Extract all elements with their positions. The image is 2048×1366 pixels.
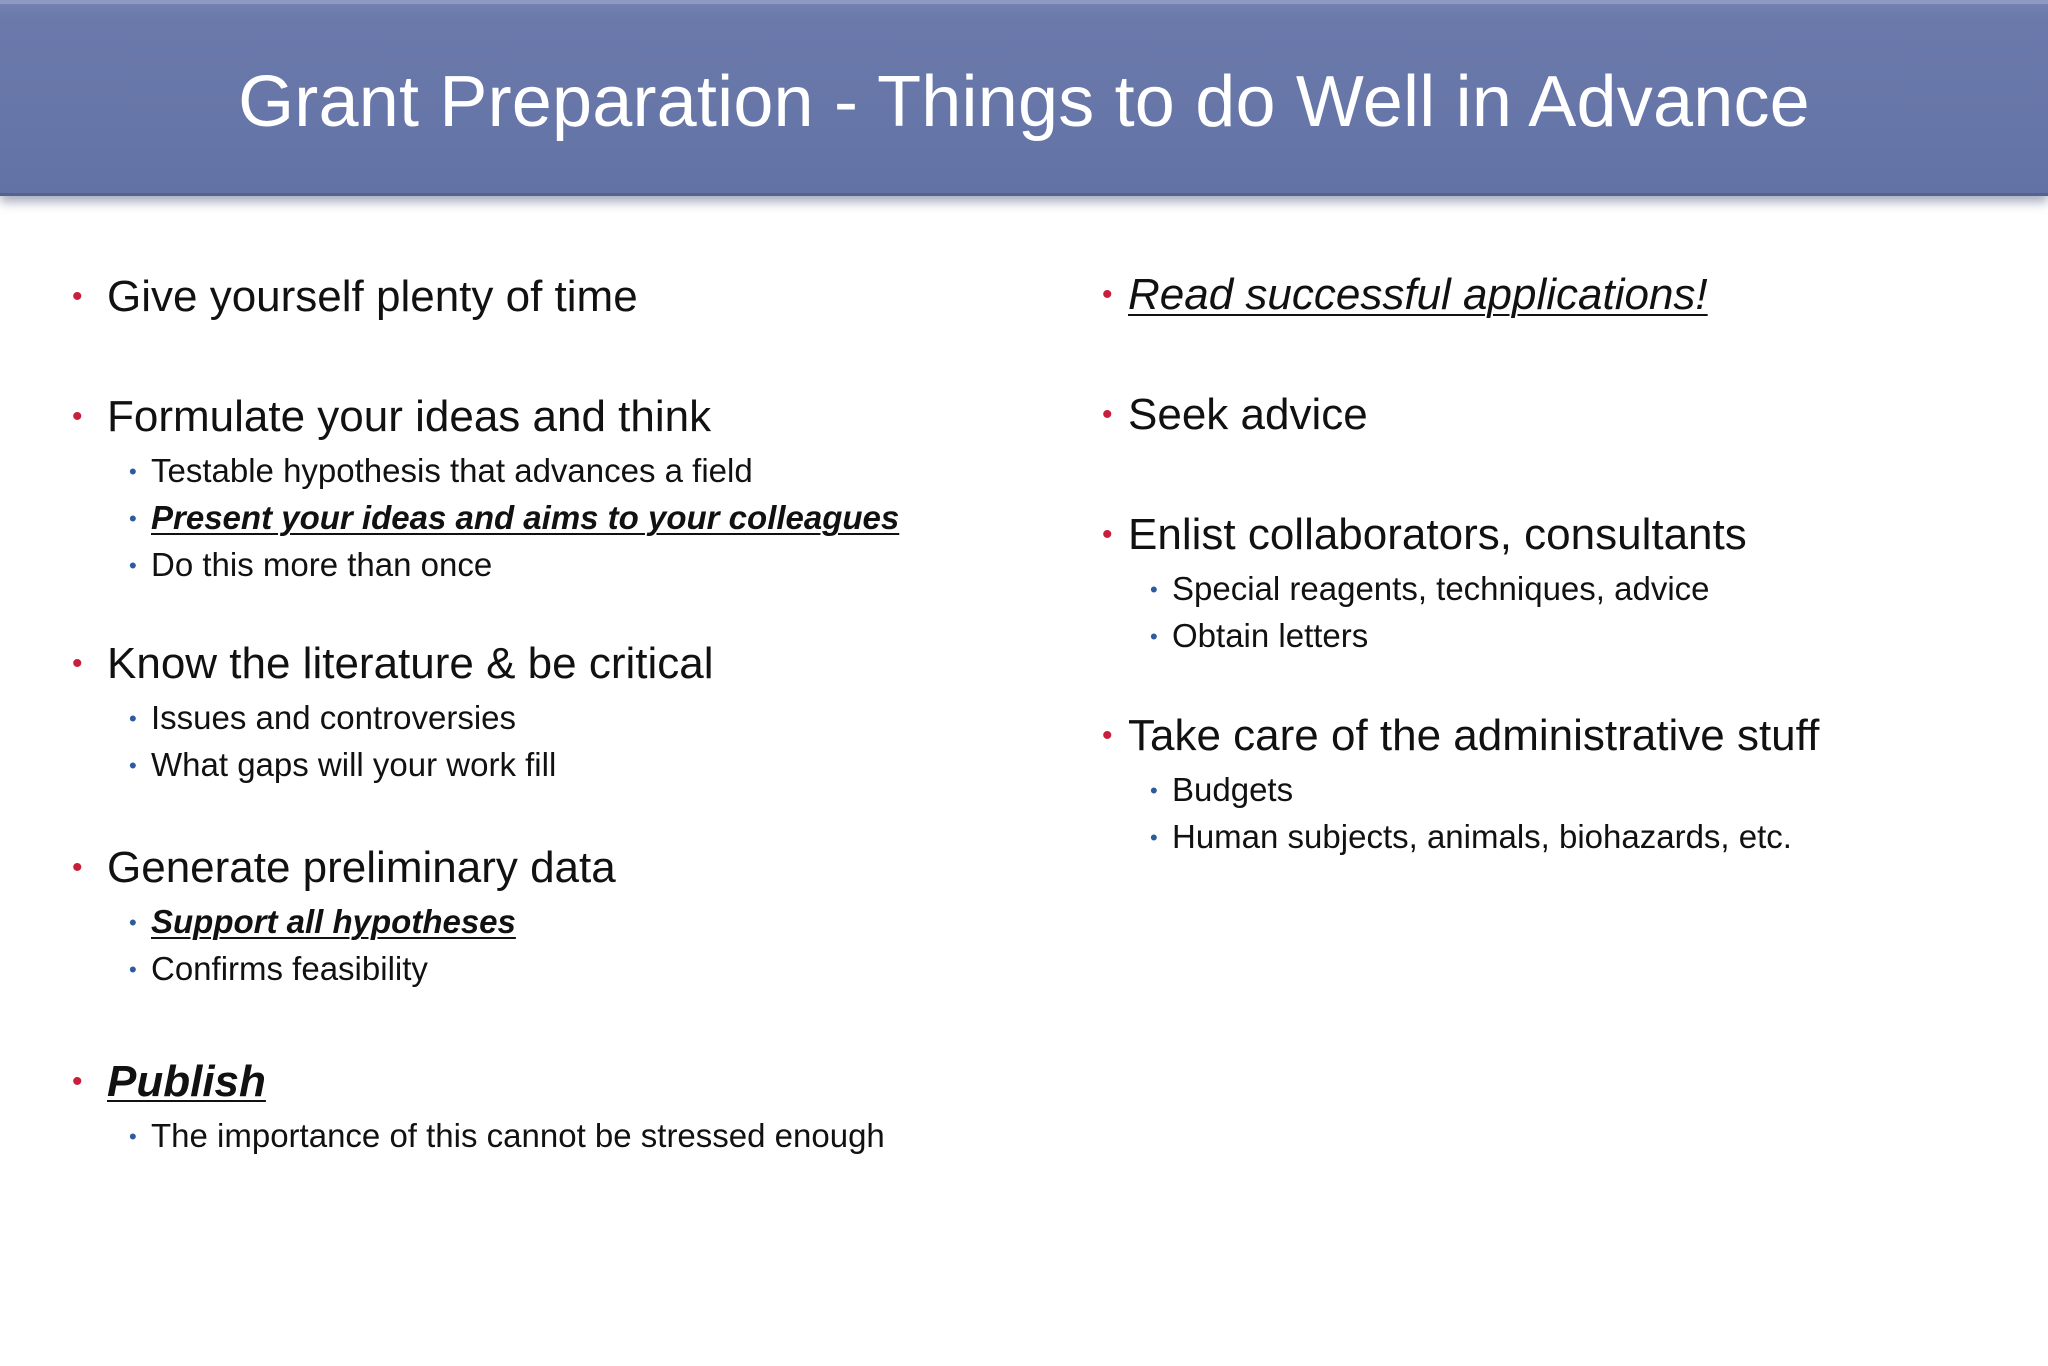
sub-bullet-present-ideas bbox=[129, 499, 900, 537]
sub-bullet-letters bbox=[1150, 617, 1369, 655]
sub-bullet-text: Obtain letters bbox=[1172, 617, 1369, 654]
title-bar bbox=[0, 0, 2048, 196]
bullet-administrative bbox=[1102, 711, 1820, 761]
sub-bullet-importance bbox=[129, 1117, 885, 1155]
sub-bullet-support-hypotheses bbox=[129, 903, 516, 941]
sub-bullet-text: Testable hypothesis that advances a field bbox=[151, 452, 753, 489]
blue-bullet-icon: • bbox=[129, 706, 137, 731]
red-bullet-icon: • bbox=[1102, 398, 1113, 431]
red-bullet-icon: • bbox=[72, 280, 83, 313]
bullet-formulate-ideas bbox=[72, 392, 712, 442]
sub-bullet-text: Issues and controversies bbox=[151, 699, 517, 736]
red-bullet-icon: • bbox=[72, 647, 83, 680]
blue-bullet-icon: • bbox=[129, 459, 137, 484]
bullet-text: Enlist collaborators, consultants bbox=[1128, 510, 1747, 559]
bullet-preliminary-data bbox=[72, 843, 616, 893]
bullet-text: Generate preliminary data bbox=[107, 843, 616, 892]
bullet-text: Take care of the administrative stuff bbox=[1128, 711, 1820, 760]
sub-bullet-text: Human subjects, animals, biohazards, etc. bbox=[1172, 818, 1792, 855]
blue-bullet-icon: • bbox=[1150, 778, 1158, 803]
sub-bullet-text: Confirms feasibility bbox=[151, 950, 428, 987]
bullet-text: Seek advice bbox=[1128, 390, 1368, 439]
red-bullet-icon: • bbox=[1102, 719, 1113, 752]
red-bullet-icon: • bbox=[72, 400, 83, 433]
sub-bullet-issues bbox=[129, 699, 517, 737]
red-bullet-icon: • bbox=[72, 851, 83, 884]
bullet-know-literature bbox=[72, 639, 714, 689]
sub-bullet-feasibility bbox=[129, 950, 428, 988]
blue-bullet-icon: • bbox=[1150, 577, 1158, 602]
blue-bullet-icon: • bbox=[1150, 825, 1158, 850]
bullet-text: Give yourself plenty of time bbox=[107, 272, 638, 321]
sub-bullet-budgets bbox=[1150, 771, 1294, 809]
sub-bullet-text: What gaps will your work fill bbox=[151, 746, 557, 783]
red-bullet-icon: • bbox=[1102, 518, 1113, 551]
sub-bullet-text: Special reagents, techniques, advice bbox=[1172, 570, 1710, 607]
sub-bullet-text: Support all hypotheses bbox=[151, 903, 516, 940]
sub-bullet-text: Budgets bbox=[1172, 771, 1294, 808]
bullet-text: Read successful applications! bbox=[1128, 270, 1708, 319]
bullet-enlist-collaborators bbox=[1102, 510, 1747, 560]
sub-bullet-testable-hypothesis bbox=[129, 452, 753, 490]
bullet-read-applications bbox=[1102, 270, 1708, 320]
red-bullet-icon: • bbox=[72, 1065, 83, 1098]
bullet-text: Publish bbox=[107, 1057, 266, 1106]
sub-bullet-repeat bbox=[129, 546, 493, 584]
slide-title: Grant Preparation - Things to do Well in Advance bbox=[238, 62, 1810, 142]
blue-bullet-icon: • bbox=[129, 957, 137, 982]
sub-bullet-text: The importance of this cannot be stressed enough bbox=[151, 1117, 885, 1154]
blue-bullet-icon: • bbox=[129, 1124, 137, 1149]
sub-bullet-text: Present your ideas and aims to your colleagues bbox=[151, 499, 900, 536]
bullet-text: Formulate your ideas and think bbox=[107, 392, 712, 441]
sub-bullet-human-subjects bbox=[1150, 818, 1792, 856]
blue-bullet-icon: • bbox=[129, 506, 137, 531]
bullet-seek-advice bbox=[1102, 390, 1368, 440]
sub-bullet-text: Do this more than once bbox=[151, 546, 493, 583]
blue-bullet-icon: • bbox=[129, 910, 137, 935]
bullet-publish bbox=[72, 1057, 266, 1107]
blue-bullet-icon: • bbox=[129, 553, 137, 578]
bullet-give-time bbox=[72, 272, 638, 322]
sub-bullet-special-reagents bbox=[1150, 570, 1710, 608]
sub-bullet-gaps bbox=[129, 746, 557, 784]
blue-bullet-icon: • bbox=[1150, 624, 1158, 649]
blue-bullet-icon: • bbox=[129, 753, 137, 778]
red-bullet-icon: • bbox=[1102, 278, 1113, 311]
bullet-text: Know the literature & be critical bbox=[107, 639, 714, 688]
